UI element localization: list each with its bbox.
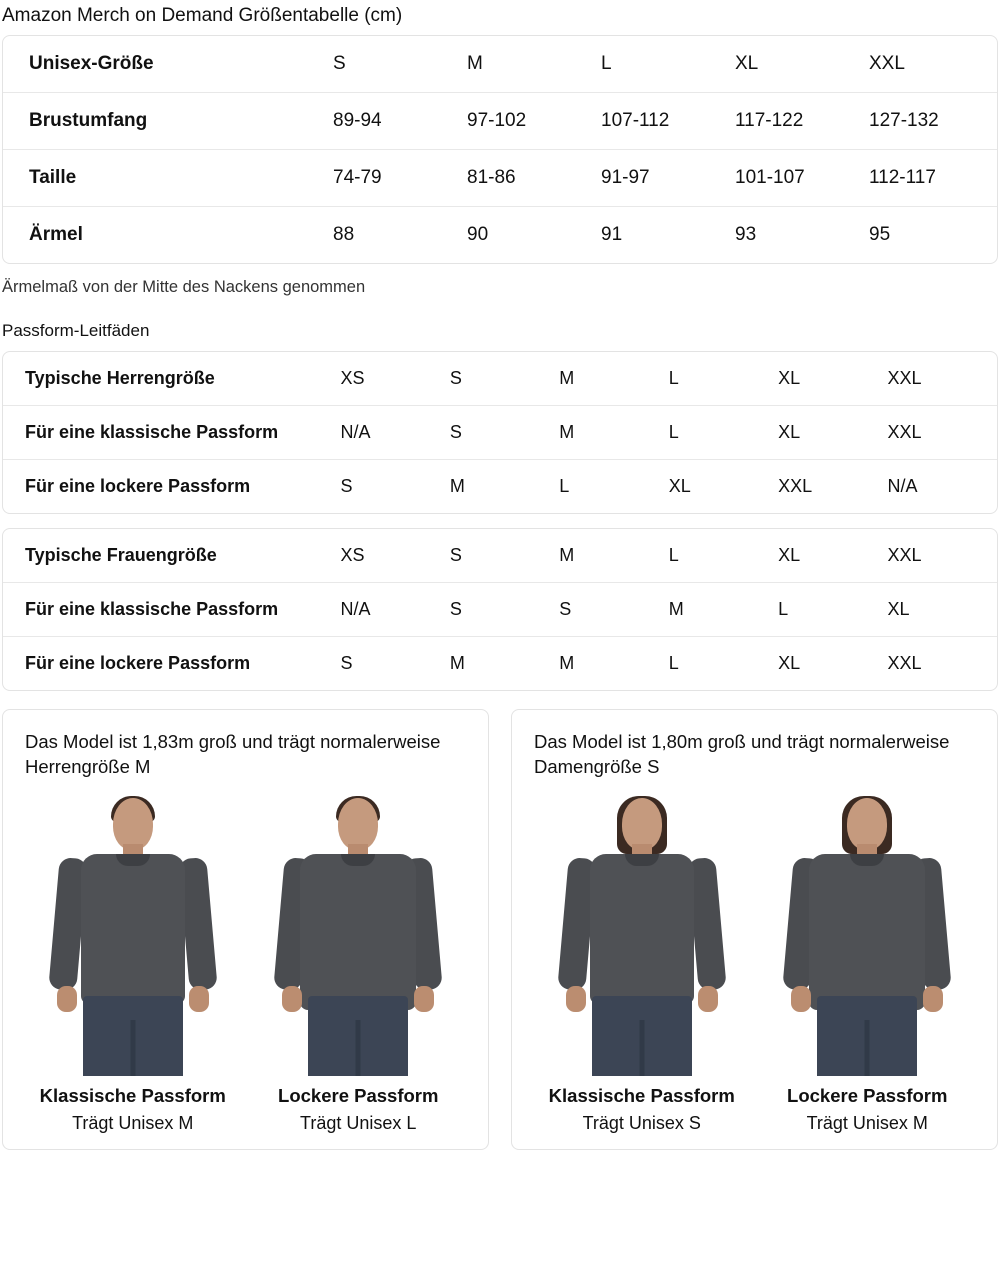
cell: XL <box>669 459 778 513</box>
sleeve-note: Ärmelmaß von der Mitte des Nackens genommen <box>2 277 366 296</box>
cell: 97-102 <box>467 92 601 149</box>
cell: XS <box>340 544 365 565</box>
model-caption: Das Model ist 1,83m groß und trägt normalerweise Herrengröße M <box>25 730 441 777</box>
men-fit-card <box>2 351 998 514</box>
hand-right <box>923 986 943 1012</box>
cell: N/A <box>340 582 449 636</box>
head-shape <box>113 798 153 850</box>
table-row <box>3 352 997 406</box>
figure-fit-label: Klassische Passform <box>39 1084 226 1106</box>
cell: L <box>601 52 612 74</box>
figure-classic-fit <box>534 790 750 1135</box>
cell: M <box>669 582 778 636</box>
cell: XXL <box>887 544 922 565</box>
model-caption: Das Model ist 1,80m groß und trägt normalerweise Damengröße S <box>534 730 950 777</box>
cell: 95 <box>869 206 998 263</box>
row-label: Typische Frauengröße <box>25 544 217 565</box>
cell: 117-122 <box>735 92 869 149</box>
size-table-card <box>2 35 998 264</box>
cell: XL <box>778 544 801 565</box>
cell: 107-112 <box>601 92 735 149</box>
cell: S <box>340 459 449 513</box>
men-fit-table <box>3 352 997 513</box>
cell: XL <box>778 636 887 690</box>
row-label: Taille <box>3 149 333 206</box>
women-fit-table <box>3 529 997 690</box>
cell: L <box>669 405 778 459</box>
table-row <box>3 405 997 459</box>
cell: L <box>668 544 679 565</box>
size-table <box>3 36 998 263</box>
shirt-body <box>81 854 185 1004</box>
shirt-body <box>300 854 416 1010</box>
divider-space <box>0 514 1000 528</box>
cell: S <box>450 582 559 636</box>
figure-wears-label: Trägt Unisex L <box>300 1112 417 1133</box>
cell: 93 <box>735 206 869 263</box>
cell: XL <box>735 52 759 74</box>
cell: M <box>559 405 668 459</box>
hand-left <box>566 986 586 1012</box>
row-label: Für eine klassische Passform <box>3 405 340 459</box>
fit-guides-label: Passform-Leitfäden <box>2 320 150 340</box>
cell: 90 <box>467 206 601 263</box>
men-model-card <box>2 709 489 1150</box>
row-label: Brustumfang <box>3 92 333 149</box>
row-label: Für eine lockere Passform <box>3 459 340 513</box>
cell: L <box>669 636 778 690</box>
head-shape <box>338 798 378 850</box>
cell: L <box>778 582 887 636</box>
male-model-classic-image <box>48 796 218 1076</box>
cell: S <box>449 544 462 565</box>
jeans-split <box>356 1020 361 1076</box>
cell: 101-107 <box>735 149 869 206</box>
cell: N/A <box>340 405 449 459</box>
figure-loose-fit <box>760 790 976 1135</box>
cell: XS <box>340 367 365 388</box>
figure-row <box>25 790 466 1135</box>
cell: 81-86 <box>467 149 601 206</box>
model-cards <box>2 709 998 1150</box>
table-row <box>3 636 997 690</box>
cell: 112-117 <box>869 149 998 206</box>
cell: XXL <box>869 52 905 74</box>
table-row <box>3 149 998 206</box>
cell: 88 <box>333 206 467 263</box>
row-label: Typische Herrengröße <box>25 367 215 388</box>
cell: M <box>559 367 575 388</box>
cell: 91 <box>601 206 735 263</box>
hand-left <box>791 986 811 1012</box>
table-row <box>3 459 997 513</box>
female-model-loose-image <box>782 796 952 1076</box>
cell: M <box>559 544 575 565</box>
figure-row <box>534 790 975 1135</box>
head-shape <box>847 798 887 850</box>
shirt-body <box>590 854 694 1004</box>
cell: N/A <box>888 459 998 513</box>
cell: 127-132 <box>869 92 998 149</box>
cell: S <box>333 52 346 74</box>
cell: XL <box>778 367 801 388</box>
cell: XL <box>888 582 998 636</box>
hand-right <box>189 986 209 1012</box>
page-title: Amazon Merch on Demand Größentabelle (cm) <box>2 5 403 26</box>
cell: XXL <box>887 367 922 388</box>
cell: S <box>340 636 449 690</box>
cell: L <box>668 367 679 388</box>
shirt-body <box>809 854 925 1010</box>
row-label: Ärmel <box>3 206 333 263</box>
cell: XXL <box>888 636 998 690</box>
cell: S <box>559 582 668 636</box>
cell: S <box>450 405 559 459</box>
hand-right <box>414 986 434 1012</box>
figure-wears-label: Trägt Unisex S <box>582 1112 701 1133</box>
hand-right <box>698 986 718 1012</box>
hand-left <box>57 986 77 1012</box>
head-shape <box>622 798 662 850</box>
table-row <box>3 206 998 263</box>
cell: 89-94 <box>333 92 467 149</box>
cell: XXL <box>888 405 998 459</box>
figure-fit-label: Klassische Passform <box>548 1084 735 1106</box>
cell: S <box>449 367 462 388</box>
figure-classic-fit <box>25 790 241 1135</box>
figure-loose-fit <box>251 790 467 1135</box>
jeans-split <box>130 1020 135 1076</box>
cell: XXL <box>778 459 887 513</box>
male-model-loose-image <box>273 796 443 1076</box>
row-label: Unisex-Größe <box>29 52 154 74</box>
cell: L <box>559 459 668 513</box>
figure-fit-label: Lockere Passform <box>278 1084 439 1106</box>
cell: M <box>559 636 668 690</box>
jeans-split <box>865 1020 870 1076</box>
cell: M <box>467 52 483 74</box>
cell: XL <box>778 405 887 459</box>
jeans-split <box>639 1020 644 1076</box>
table-row <box>3 36 998 93</box>
hand-left <box>282 986 302 1012</box>
table-row <box>3 582 997 636</box>
row-label: Für eine klassische Passform <box>3 582 340 636</box>
row-label: Für eine lockere Passform <box>3 636 340 690</box>
women-model-card <box>511 709 998 1150</box>
figure-fit-label: Lockere Passform <box>787 1084 948 1106</box>
cell: M <box>450 459 559 513</box>
cell: 91-97 <box>601 149 735 206</box>
figure-wears-label: Trägt Unisex M <box>806 1112 928 1133</box>
female-model-classic-image <box>557 796 727 1076</box>
figure-wears-label: Trägt Unisex M <box>72 1112 194 1133</box>
table-row <box>3 529 997 583</box>
women-fit-card <box>2 528 998 691</box>
table-row <box>3 92 998 149</box>
cell: 74-79 <box>333 149 467 206</box>
cell: M <box>450 636 559 690</box>
